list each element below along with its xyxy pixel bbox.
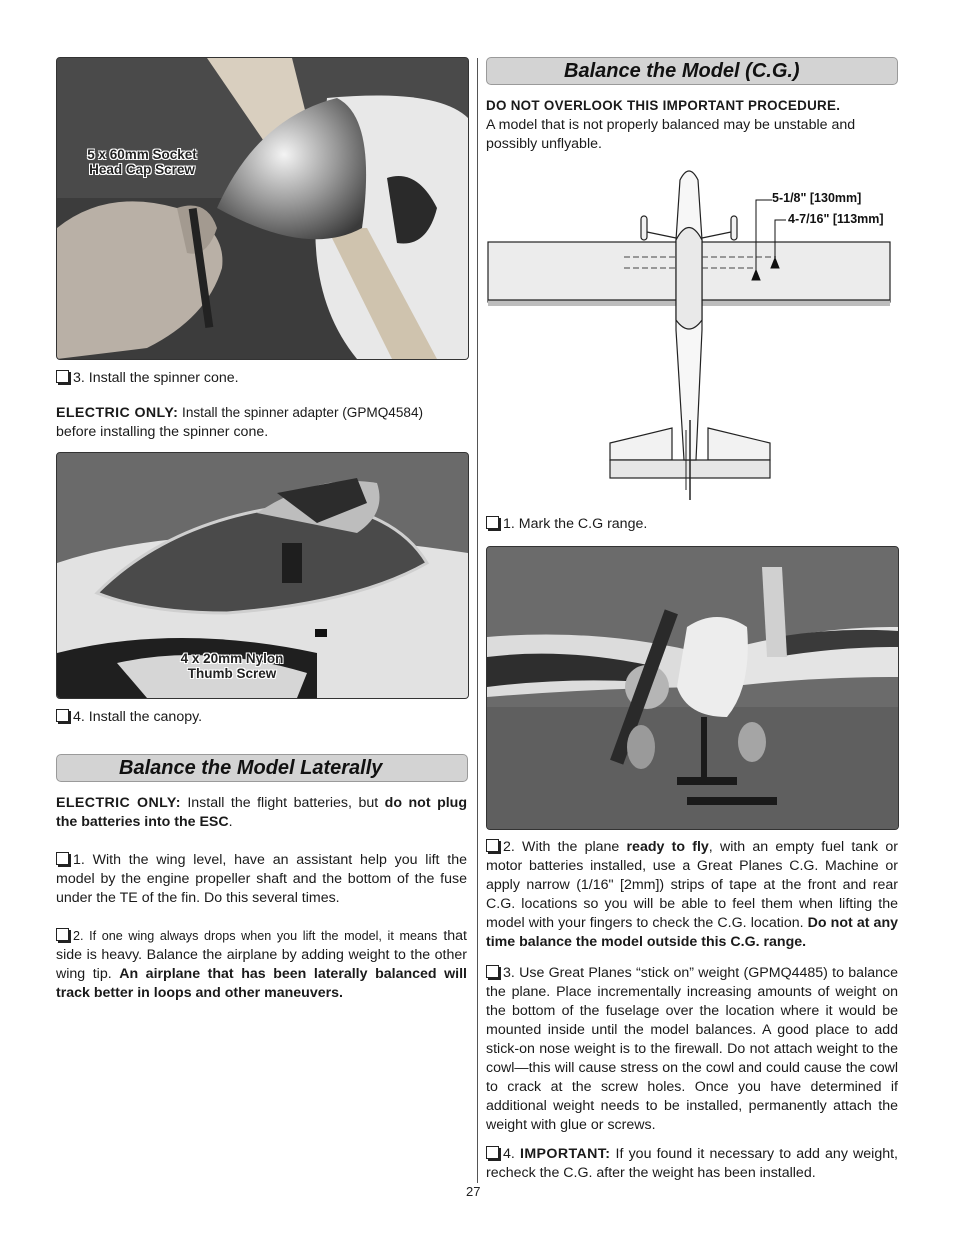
section-header-laterally	[56, 754, 468, 782]
lateral-electric-note: ELECTRIC ONLY: Install the flight batteries, but do not plug the batteries into the ESC.	[56, 795, 468, 830]
nylon-screw-callout: 4 x 20mm Nylon Thumb Screw	[180, 651, 284, 681]
checkbox-step-3[interactable]	[56, 370, 69, 383]
dim-113mm: 4-7/16" [113mm]	[788, 212, 884, 226]
section-title-laterally: Balance the Model Laterally	[119, 757, 383, 779]
dim-130mm: 5-1/8" [130mm]	[772, 191, 862, 205]
section-title-cg: Balance the Model (C.G.)	[564, 60, 800, 82]
cg-step-1: 1. Mark the C.G range.	[486, 515, 898, 534]
cg-intro: A model that is not properly balanced may be unstable and possibly unflyable.	[486, 117, 856, 152]
checkbox-cg-step-1[interactable]	[486, 516, 499, 529]
checkbox-lateral-step-1[interactable]	[56, 852, 69, 865]
plane-on-stand-photo	[486, 546, 899, 830]
socket-screw-callout: 5 x 60mm Socket Head Cap Screw	[87, 147, 197, 177]
cg-warning: DO NOT OVERLOOK THIS IMPORTANT PROCEDURE.	[486, 98, 841, 113]
checkbox-cg-step-3[interactable]	[486, 965, 499, 978]
page-number: 27	[466, 1184, 481, 1199]
checkbox-lateral-step-2[interactable]	[56, 928, 69, 941]
cg-step-4: 4. IMPORTANT: If you found it necessary to add any weight, recheck the C.G. after the weight has been installed.	[486, 1146, 899, 1181]
section-header-cg	[486, 57, 898, 85]
cg-diagram	[486, 160, 898, 500]
cg-step-2: 2. With the plane ready to fly, with an empty fuel tank or motor batteries installed, use a Great Planes C.G. Machine or apply narrow (1/16" [2mm]) strips of tape at the front and rear C.G. locations so you will be able to feel them when lifting the model with your fingers to check the C.G. location. Do not at any time balance the model outside this C.G. range.	[486, 839, 899, 950]
lateral-step-2: 2. If one wing always drops when you lift the model, it means that side is heavy. Balance the airplane by adding weight to the other wing tip. An airplane that has been laterally balanced will track better in loops and other maneuvers.	[56, 928, 467, 1001]
checkbox-step-4[interactable]	[56, 709, 69, 722]
checkbox-cg-step-2[interactable]	[486, 839, 499, 852]
column-divider	[477, 58, 478, 1183]
spinner-cone-photo	[56, 57, 469, 360]
electric-only-note: ELECTRIC ONLY: Install the spinner adapter (GPMQ4584) before installing the spinner cone.	[56, 405, 424, 440]
cg-step-3: 3. Use Great Planes “stick on” weight (GPMQ4485) to balance the plane. Place incrementally increasing amounts of weight on the bottom of the fuselage over the location where it would be mounted inside until the model balances. A good place to add stick-on nose weight is to the firewall. Do not attach weight to the cowl—this will cause stress on the cowl and could cause the cowl to crack at the screw holes. Once you have determined if additional weight needs to be installed, permanently attach the weight with glue or screws.	[486, 965, 898, 1133]
checkbox-cg-step-4[interactable]	[486, 1146, 499, 1159]
step-4: 4. Install the canopy.	[56, 708, 468, 727]
lateral-step-1: 1. With the wing level, have an assistant help you lift the model by the engine propeller shaft and the bottom of the fuse under the TE of the fin. Do this several times.	[56, 852, 467, 906]
step-3: 3. Install the spinner cone.	[56, 369, 468, 388]
